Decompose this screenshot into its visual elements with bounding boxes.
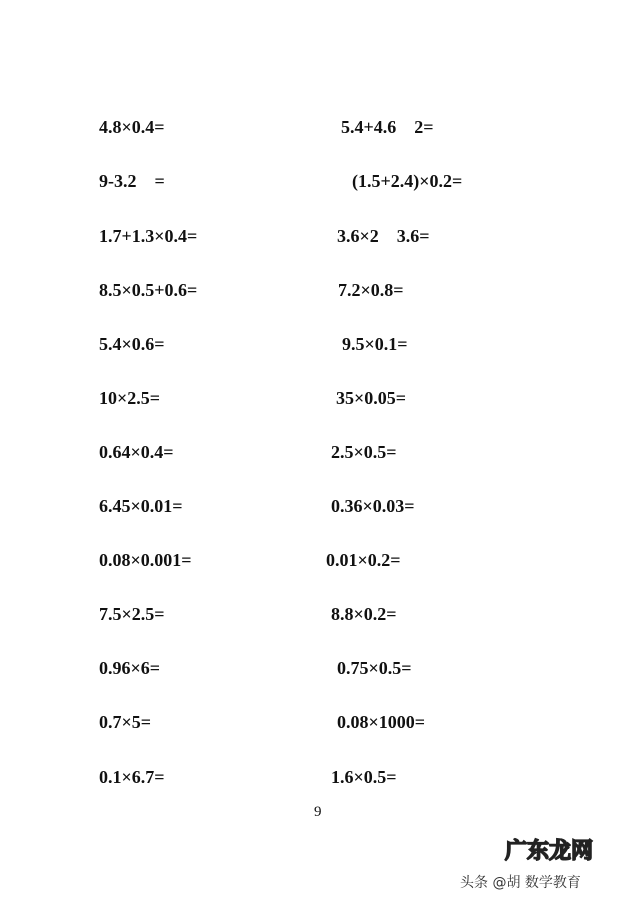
problem-right: 5.4+4.6 2= (341, 117, 434, 137)
problem-right: 3.6×2 3.6= (337, 226, 430, 246)
watermark-overlay: 广东龙网 (505, 839, 594, 864)
problem-right: 0.08×1000= (337, 712, 426, 732)
problem-left: 4.8×0.4= (99, 117, 165, 137)
problem-left: 0.7×5= (99, 712, 152, 732)
problem-right: 8.8×0.2= (331, 604, 397, 624)
problem-right: 0.36×0.03= (331, 496, 415, 516)
problem-left: 6.45×0.01= (99, 496, 183, 516)
watermark-source: 头条 @胡 数学教育 (460, 875, 581, 891)
problem-left: 0.96×6= (99, 658, 161, 678)
problem-left: 10×2.5= (99, 388, 161, 408)
problem-right: 7.2×0.8= (338, 280, 404, 300)
problem-left: 0.08×0.001= (99, 550, 192, 570)
problem-right: 0.75×0.5= (337, 658, 412, 678)
problem-left: 7.5×2.5= (99, 604, 165, 624)
problem-left: 0.64×0.4= (99, 442, 174, 462)
problem-right: 1.6×0.5= (331, 767, 397, 787)
problem-left: 8.5×0.5+0.6= (99, 280, 198, 300)
problem-left: 9-3.2 = (99, 171, 165, 191)
problem-right: (1.5+2.4)×0.2= (352, 171, 463, 191)
problem-right: 2.5×0.5= (331, 442, 397, 462)
page-number: 9 (314, 804, 322, 820)
problem-right: 9.5×0.1= (342, 334, 408, 354)
problem-right: 0.01×0.2= (326, 550, 401, 570)
problem-left: 1.7+1.3×0.4= (99, 226, 198, 246)
problem-right: 35×0.05= (336, 388, 407, 408)
problem-left: 0.1×6.7= (99, 767, 165, 787)
problem-left: 5.4×0.6= (99, 334, 165, 354)
